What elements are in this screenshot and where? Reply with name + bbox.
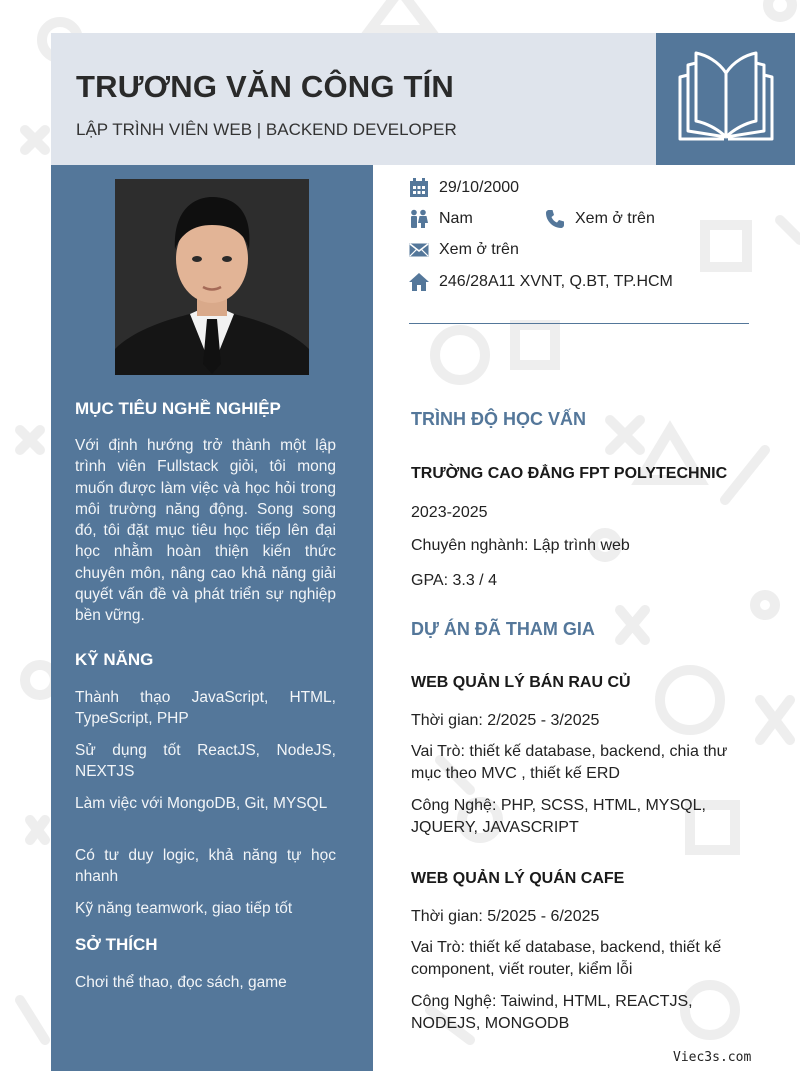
project-tech: Công Nghệ: Taiwind, HTML, REACTJS, NODEJS, MONGODB bbox=[411, 993, 693, 1032]
candidate-role: LẬP TRÌNH VIÊN WEB | BACKEND DEVELOPER bbox=[76, 120, 457, 139]
project-role: Vai Trò: thiết kế database, backend, chia thư mục theo MVC , thiết kế ERD bbox=[411, 743, 728, 782]
dob-text: 29/10/2000 bbox=[439, 179, 520, 196]
open-book-icon bbox=[678, 51, 774, 143]
people-icon bbox=[409, 209, 429, 229]
skill-item: Kỹ năng teamwork, giao tiếp tốt bbox=[75, 900, 293, 917]
profile-photo bbox=[115, 179, 309, 375]
project-role: Vai Trò: thiết kế database, backend, thiết kế component, viết router, kiểm lỗi bbox=[411, 939, 722, 978]
project-name: WEB QUẢN LÝ BÁN RAU CỦ bbox=[411, 674, 631, 691]
project-time: Thời gian: 2/2025 - 3/2025 bbox=[411, 712, 600, 729]
calendar-icon bbox=[409, 178, 429, 198]
hobbies-text: Chơi thể thao, đọc sách, game bbox=[75, 974, 287, 991]
address-text: 246/28A11 XVNT, Q.BT, TP.HCM bbox=[439, 273, 673, 290]
phone-icon bbox=[545, 209, 565, 229]
gender-text: Nam bbox=[439, 210, 473, 227]
site-watermark: Viec3s.com bbox=[673, 1050, 752, 1065]
envelope-icon bbox=[409, 240, 429, 260]
school-name: TRƯỜNG CAO ĐẲNG FPT POLYTECHNIC bbox=[411, 465, 728, 482]
dob-row bbox=[409, 178, 519, 198]
section-divider bbox=[409, 323, 749, 324]
objective-title: MỤC TIÊU NGHỀ NGHIỆP bbox=[75, 399, 281, 418]
candidate-name: TRƯƠNG VĂN CÔNG TÍN bbox=[76, 69, 455, 104]
skill-item: Có tư duy logic, khả năng tự học nhanh bbox=[75, 847, 336, 886]
skill-item: Thành thạo JavaScript, HTML, TypeScript, PHP bbox=[75, 689, 336, 728]
objective-text: Với định hướng trở thành một lập trình viên Fullstack giỏi, tôi mong muốn được làm việc và học hỏi trong môi trường năng động. Song song đó, tôi đặt mục tiêu học tiếp lên đại học nhằm hoàn thiện kiến thức chuyên môn, nâng cao khả năng giải quyết vấn đề và phát triển sự nghiệp bền vững. bbox=[75, 437, 336, 625]
gender-row bbox=[409, 209, 473, 229]
education-gpa: GPA: 3.3 / 4 bbox=[411, 572, 497, 589]
phone-row bbox=[545, 209, 655, 229]
phone-text: Xem ở trên bbox=[575, 210, 655, 227]
education-major: Chuyên nghành: Lập trình web bbox=[411, 537, 630, 554]
sidebar bbox=[51, 165, 373, 1071]
skills-title: KỸ NĂNG bbox=[75, 650, 154, 669]
header-banner bbox=[51, 33, 656, 165]
email-row bbox=[409, 240, 519, 260]
book-logo-box bbox=[656, 33, 795, 165]
project-time: Thời gian: 5/2025 - 6/2025 bbox=[411, 908, 600, 925]
project-tech: Công Nghệ: PHP, SCSS, HTML, MYSQL, JQUERY, JAVASCRIPT bbox=[411, 797, 706, 836]
education-years: 2023-2025 bbox=[411, 504, 488, 521]
hobbies-title: SỞ THÍCH bbox=[75, 935, 158, 954]
home-icon bbox=[409, 272, 429, 292]
skill-item: Sử dụng tốt ReactJS, NodeJS, NEXTJS bbox=[75, 742, 336, 781]
email-text: Xem ở trên bbox=[439, 241, 519, 258]
address-row bbox=[409, 272, 673, 292]
projects-title: DỰ ÁN ĐÃ THAM GIA bbox=[411, 619, 595, 639]
education-title: TRÌNH ĐỘ HỌC VẤN bbox=[411, 409, 586, 429]
skill-item: Làm việc với MongoDB, Git, MYSQL bbox=[75, 795, 328, 812]
project-name: WEB QUẢN LÝ QUÁN CAFE bbox=[411, 870, 625, 887]
